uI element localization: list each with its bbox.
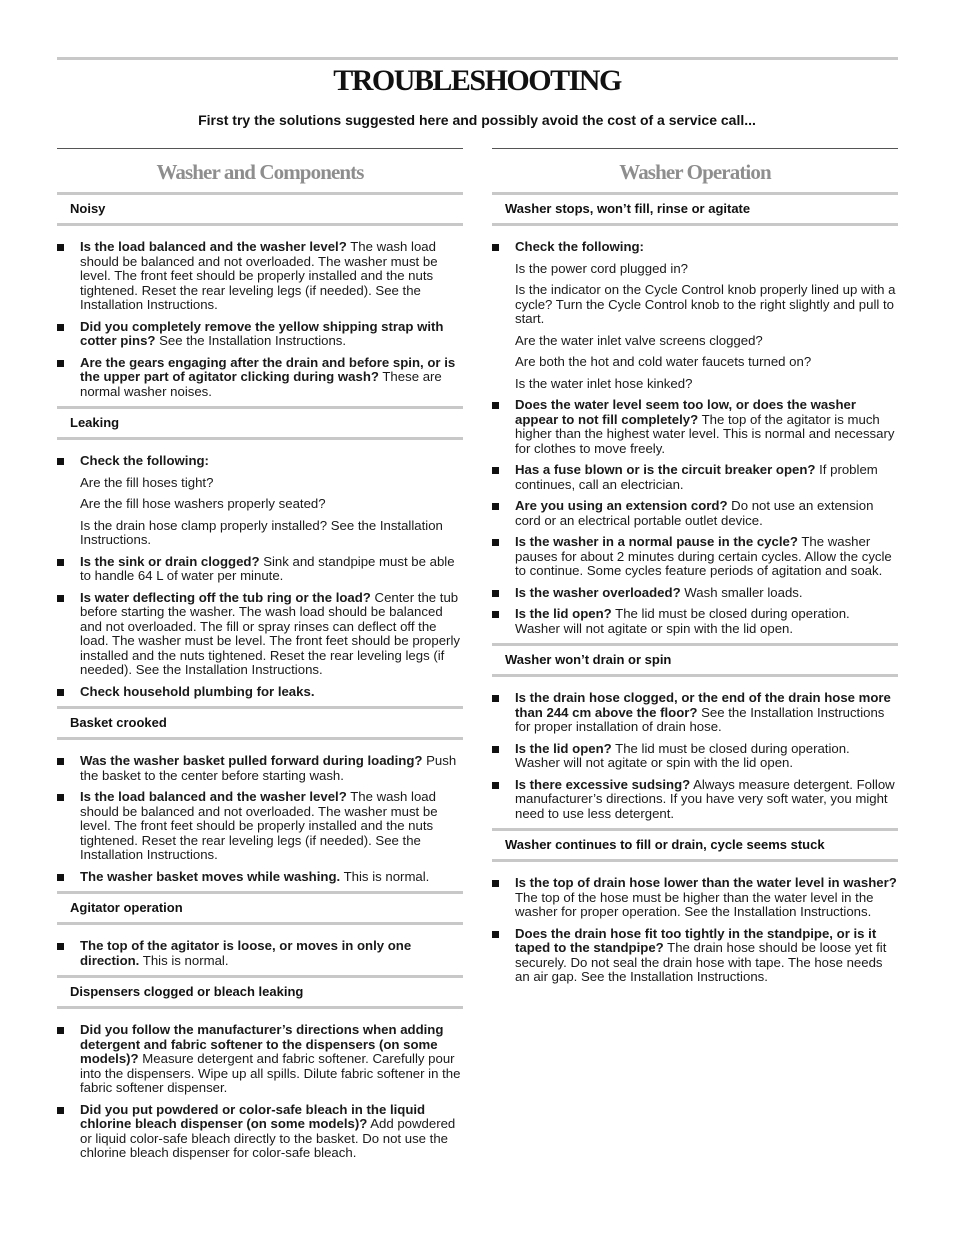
item-list [57,1009,463,1168]
list-item [492,691,898,735]
item-list [492,862,898,992]
list-item [492,398,898,456]
answer-text: Push the basket to the center before starting wash. [80,753,457,783]
column-rule [492,148,898,149]
square-bullet-icon [57,794,64,801]
answer-text: Add powdered or liquid color-safe bleach directly to the basket. Do not use the chlorine bleach dispenser for color-safe bleach. [80,1116,456,1160]
list-item [57,555,463,584]
question-text: Does the water level seem too low, or does the washer appear to not fill completely? [515,397,857,427]
question-text: Is the lid open? [515,740,612,756]
square-bullet-icon [57,758,64,765]
square-bullet-icon [57,595,64,602]
list-item [57,454,463,469]
answer-text: If problem continues, call an electrician. [515,462,878,492]
section-heading: Washer stops, won’t fill, rinse or agitate [492,192,898,226]
list-item [57,754,463,783]
question-text: Did you put powdered or color-safe bleach in the liquid chlorine bleach dispenser (on some models)? [80,1101,426,1131]
square-bullet-icon [492,880,499,887]
list-item [57,939,463,968]
list-item [57,870,463,885]
square-bullet-icon [57,324,64,331]
list-item [57,356,463,400]
square-bullet-icon [57,458,64,465]
answer-text: The top of the hose must be higher than the water level in the washer for proper operation. See the Installation Instructions. [515,889,874,919]
answer-text: The wash load should be balanced and not overloaded. The washer must be level. The front feet should be properly installed and the nuts tightened. Reset the rear leveling legs (if needed). See the Installation Instructions. [80,239,438,312]
square-bullet-icon [492,503,499,510]
item-list [57,440,463,706]
square-bullet-icon [57,360,64,367]
square-bullet-icon [492,402,499,409]
section-heading: Noisy [57,192,463,226]
question-text: Did you follow the manufacturer’s directions when adding detergent and fabric softener to the dispensers (on some models)? [80,1022,444,1066]
list-item [492,742,898,771]
question-text: Check the following: [515,239,644,254]
list-item [57,591,463,678]
list-item [492,535,898,579]
answer-text: Measure detergent and fabric softener. Carefully pour into the dispensers. Wipe up all spills. Dilute fabric softener in the fabric softener dispenser. [80,1051,461,1095]
question-text: Has a fuse blown or is the circuit breaker open? [515,462,816,477]
check-item: Is the indicator on the Cycle Control knob properly lined up with a cycle? Turn the Cycle Control knob to the right slightly and pull to start. [515,282,896,326]
column-heading: Washer and Components [156,160,364,184]
square-bullet-icon [492,590,499,597]
section-heading: Washer continues to fill or drain, cycle seems stuck [492,828,898,862]
answer-text: The drain hose should be loose yet fit securely. Do not seal the drain hose with tape. The hose needs an air gap. See the Installation Instructions. [515,940,887,984]
check-item: Are the water inlet valve screens clogged? [515,332,763,348]
column-washer-operation [492,148,898,992]
answer-text: Wash smaller loads. [680,584,803,600]
answer-text: Always measure detergent. Follow manufacturer’s directions. If you have very soft water, you might need to use less detergent. [515,776,895,821]
item-list [57,925,463,975]
page-title: TROUBLESHOOTING [333,64,621,97]
section-heading: Basket crooked [57,706,463,740]
list-item [57,1103,463,1161]
answer-text: Sink and standpipe must be able to handle 64 L of water per minute. [80,553,455,583]
check-item: Is the water inlet hose kinked? [515,375,693,391]
section-heading: Agitator operation [57,891,463,925]
question-text: The washer basket moves while washing. [80,868,341,884]
question-text: Check the following: [80,453,209,468]
question-text: Is the drain hose clogged, or the end of the drain hose more than 244 cm above the floor? [515,690,891,720]
answer-text: This is normal. [340,868,430,884]
square-bullet-icon [57,559,64,566]
list-item [57,1023,463,1096]
question-text: Check household plumbing for leaks. [80,683,315,699]
square-bullet-icon [492,467,499,474]
item-list [492,677,898,828]
question-text: Are you using an extension cord? [515,498,728,513]
section-list [492,192,898,992]
intro-text: First try the solutions suggested here and possibly avoid the cost of a service call... [198,112,756,128]
square-bullet-icon [57,689,64,696]
question-text: Is the load balanced and the washer level? [80,239,347,254]
list-item [492,607,898,636]
list-item [492,778,898,822]
list-item [492,876,898,920]
check-item: Is the power cord plugged in? [515,260,689,276]
column-heading: Washer Operation [619,160,771,184]
square-bullet-icon [492,611,499,618]
square-bullet-icon [57,244,64,251]
item-list [57,226,463,406]
square-bullet-icon [492,746,499,753]
check-item: Are the fill hoses tight? [80,474,214,490]
question-text: Was the washer basket pulled forward during loading? [80,753,423,768]
section-heading: Washer won’t drain or spin [492,643,898,677]
question-text: Is the sink or drain clogged? [80,553,260,569]
answer-text: Do not use an extension cord or an electrical portable outlet device. [515,498,874,528]
top-rule [57,57,898,60]
list-item [57,685,463,700]
check-item: Is the drain hose clamp properly installed? See the Installation Instructions. [80,517,443,547]
question-text: Is the washer in a normal pause in the cycle? [515,534,798,549]
check-item: Are the fill hose washers properly seated? [80,496,326,511]
list-item [57,790,463,863]
question-text: Are the gears engaging after the drain and before spin, or is the upper part of agitator clicking during wash? [80,354,456,384]
square-bullet-icon [492,695,499,702]
section-heading: Leaking [57,406,463,440]
answer-text: This is normal. [139,952,229,968]
square-bullet-icon [57,874,64,881]
list-item [57,240,463,313]
square-bullet-icon [492,539,499,546]
answer-text: Center the tub before starting the washer. The wash load should be balanced and not overloaded. The fill or spray rinses can deflect off the load. The washer must be level. The front feet should be properly installed and the nuts tightened. Reset the rear leveling legs (if needed). See the Installation Instructions. [80,589,460,677]
answer-text: These are normal washer noises. [80,369,442,399]
list-item [492,463,898,492]
list-item [492,240,898,255]
item-list [492,226,898,643]
question-text: Is the washer overloaded? [515,584,681,600]
question-text: Does the drain hose fit too tightly in the standpipe, or is it taped to the standpipe? [515,925,877,955]
item-list [57,740,463,891]
question-text: Is water deflecting off the tub ring or the load? [80,589,371,605]
answer-text: See the Installation Instructions for proper installation of drain hose. [515,704,885,734]
answer-text: The lid must be closed during operation. Washer will not agitate or spin with the lid open. [515,740,850,770]
list-item [492,586,898,601]
question-text: Is there excessive sudsing? [515,776,691,792]
square-bullet-icon [492,782,499,789]
square-bullet-icon [492,931,499,938]
square-bullet-icon [57,1027,64,1034]
question-text: Is the lid open? [515,606,612,621]
column-rule [57,148,463,149]
check-item: Are both the hot and cold water faucets turned on? [515,354,812,369]
square-bullet-icon [57,943,64,950]
question-text: Is the top of drain hose lower than the water level in washer? [515,875,897,890]
question-text: Did you completely remove the yellow shipping strap with cotter pins? [80,318,444,348]
list-item [492,499,898,528]
answer-text: The wash load should be balanced and not overloaded. The washer must be level. The front feet should be properly installed and the nuts tightened. Reset the rear leveling legs (if needed). See the Installation Instructions. [80,789,438,862]
list-item [57,320,463,349]
list-item [492,927,898,985]
answer-text: See the Installation Instructions. [155,333,347,348]
question-text: The top of the agitator is loose, or moves in only one direction. [80,938,412,968]
column-washer-components [57,148,463,1168]
section-heading: Dispensers clogged or bleach leaking [57,975,463,1009]
answer-text: The lid must be closed during operation. Washer will not agitate or spin with the lid open. [515,606,850,636]
section-list [57,192,463,1168]
square-bullet-icon [57,1107,64,1114]
square-bullet-icon [492,244,499,251]
answer-text: The top of the agitator is much higher than the highest water level. This is normal and necessary for clothes to move freely. [515,411,895,456]
answer-text: The washer pauses for about 2 minutes during certain cycles. Allow the cycle to continue. Some cycles feature periods of agitation and soak. [515,534,892,578]
question-text: Is the load balanced and the washer level? [80,789,347,804]
